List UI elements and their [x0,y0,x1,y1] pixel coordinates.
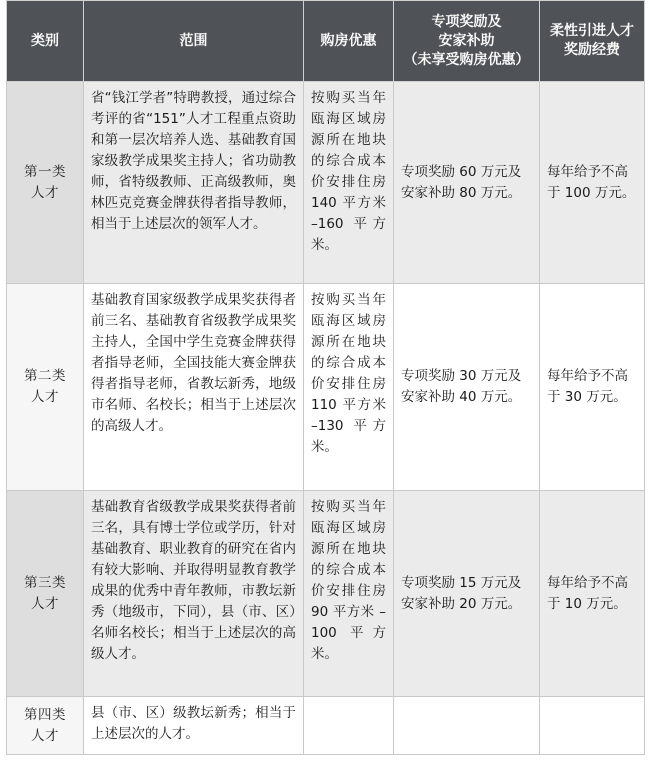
special-reward-cell: 专项奖励 15 万元及安家补助 20 万元。 [394,491,540,697]
scope-cell: 省“钱江学者”特聘教授，通过综合考评的省“151”人才工程重点资助和第一层次培养人选、基础教育国家级教学成果奖主持人；省功勋教师，省特级教师、正高级教师，奥林匹克竞赛金牌获得者指导教师，相当于上述层次的领军人才。 [84,82,304,284]
flexible-funding-cell: 每年给予不高于 100 万元。 [540,82,645,284]
housing-cell: 按购买当年瓯海区域房源所在地块的综合成本价安排住房 110 平方米 –130 平方米。 [304,284,394,491]
housing-cell [304,697,394,755]
scope-cell: 基础教育省级教学成果奖获得者前三名，具有博士学位或学历，针对基础教育、职业教育的研究在省内有较大影响、并取得明显教育教学成果的优秀中青年教师，市教坛新秀（地级市，下同），县（市、区）名师名校长；相当于上述层次的高级人才。 [84,491,304,697]
category-cell: 第一类 人才 [7,82,84,284]
special-reward-cell: 专项奖励 30 万元及安家补助 40 万元。 [394,284,540,491]
header-scope: 范围 [84,1,304,82]
special-reward-cell [394,697,540,755]
category-cell: 第四类 人才 [7,697,84,755]
talent-policy-table [6,0,645,755]
table-row [7,284,645,491]
table-row [7,82,645,284]
housing-cell: 按购买当年瓯海区域房源所在地块的综合成本价安排住房 140 平方米 –160 平方米。 [304,82,394,284]
table-row [7,697,645,755]
header-category: 类别 [7,1,84,82]
flexible-funding-cell: 每年给予不高于 10 万元。 [540,491,645,697]
housing-cell: 按购买当年瓯海区域房源所在地块的综合成本价安排住房 90 平方米 –100 平方米。 [304,491,394,697]
special-reward-cell: 专项奖励 60 万元及安家补助 80 万元。 [394,82,540,284]
table-header-row [7,1,645,82]
scope-cell: 基础教育国家级教学成果奖获得者前三名、基础教育省级教学成果奖主持人，全国中学生竞赛金牌获得者指导老师，全国技能大赛金牌获得者指导老师，省教坛新秀，地级市名师、名校长；相当于上述层次的高级人才。 [84,284,304,491]
flexible-funding-cell [540,697,645,755]
header-housing: 购房优惠 [304,1,394,82]
flexible-funding-cell: 每年给予不高于 30 万元。 [540,284,645,491]
category-cell: 第三类 人才 [7,491,84,697]
table-row [7,491,645,697]
header-flexible-funding: 柔性引进人才 奖励经费 [540,1,645,82]
category-cell: 第二类 人才 [7,284,84,491]
scope-cell: 县（市、区）级教坛新秀；相当于上述层次的人才。 [84,697,304,755]
header-special-reward: 专项奖励及 安家补助 （未享受购房优惠） [394,1,540,82]
